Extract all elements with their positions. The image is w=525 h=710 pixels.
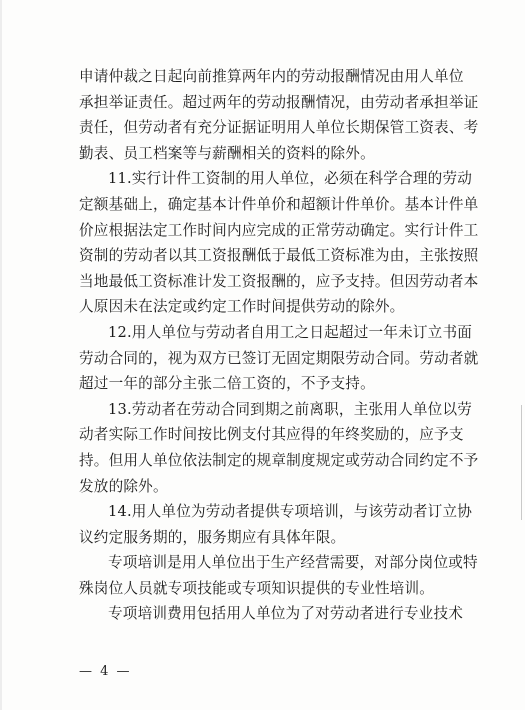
text-line: 价应根据法定工作时间内应完成的正常劳动确定。实行计件工 (79, 221, 479, 239)
text-line-item-11: 11.实行计件工资制的用人单位，必须在科学合理的劳动 (108, 170, 473, 188)
text-line: 发放的除外。 (79, 477, 168, 495)
text-line: 申请仲裁之日起向前推算两年内的劳动报酬情况由用人单位 (79, 68, 464, 85)
text-line-item-12: 12.用人单位与劳动者自用工之日起超过一年未订立书面 (108, 323, 473, 341)
text-line: 殊岗位人员就专项技能或专项知识提供的专业性培训。 (79, 579, 435, 597)
page-number: — 4 — (79, 664, 132, 679)
text-line: 资制的劳动者以其工资报酬低于最低工资标准为由，主张按照 (79, 247, 479, 265)
page-edge-mark (521, 405, 522, 520)
text-line: 议约定服务期的，服务期应有具体年限。 (79, 528, 346, 546)
text-line: 超过一年的部分主张二倍工资的，不予支持。 (79, 375, 375, 393)
text-line: 劳动合同的，视为双方已签订无固定期限劳动合同。劳动者就 (79, 349, 479, 367)
page-left-edge (0, 0, 2, 710)
text-line: 当地最低工资标准计发工资报酬的，应予支持。但因劳动者本 (79, 272, 479, 290)
text-line: 专项培训费用包括用人单位为了对劳动者进行专业技术 (108, 605, 464, 623)
text-line-item-14: 14.用人单位为劳动者提供专项培训，与该劳动者订立协 (108, 503, 473, 521)
text-line: 人原因未在法定或约定工作时间提供劳动的除外。 (79, 298, 405, 316)
text-line-item-13: 13.劳动者在劳动合同到期之前离职，主张用人单位以劳 (108, 400, 473, 418)
text-line: 勤表、员工档案等与薪酬相关的资料的除外。 (79, 144, 375, 162)
text-line: 动者实际工作时间按比例支付其应得的年终奖励的，应予支 (79, 426, 464, 444)
text-line: 责任，但劳动者有充分证据证明用人单位长期保管工资表、考 (79, 119, 479, 137)
text-line: 专项培训是用人单位出于生产经营需要，对部分岗位或特 (108, 554, 478, 572)
body-text (79, 64, 479, 627)
text-line: 定额基础上，确定基本计件单价和超额计件单价。基本计件单 (79, 195, 479, 213)
text-line: 持。但用人单位依法制定的规章制度规定或劳动合同约定不予 (79, 451, 479, 469)
text-line: 承担举证责任。超过两年的劳动报酬情况，由劳动者承担举证 (79, 93, 479, 111)
